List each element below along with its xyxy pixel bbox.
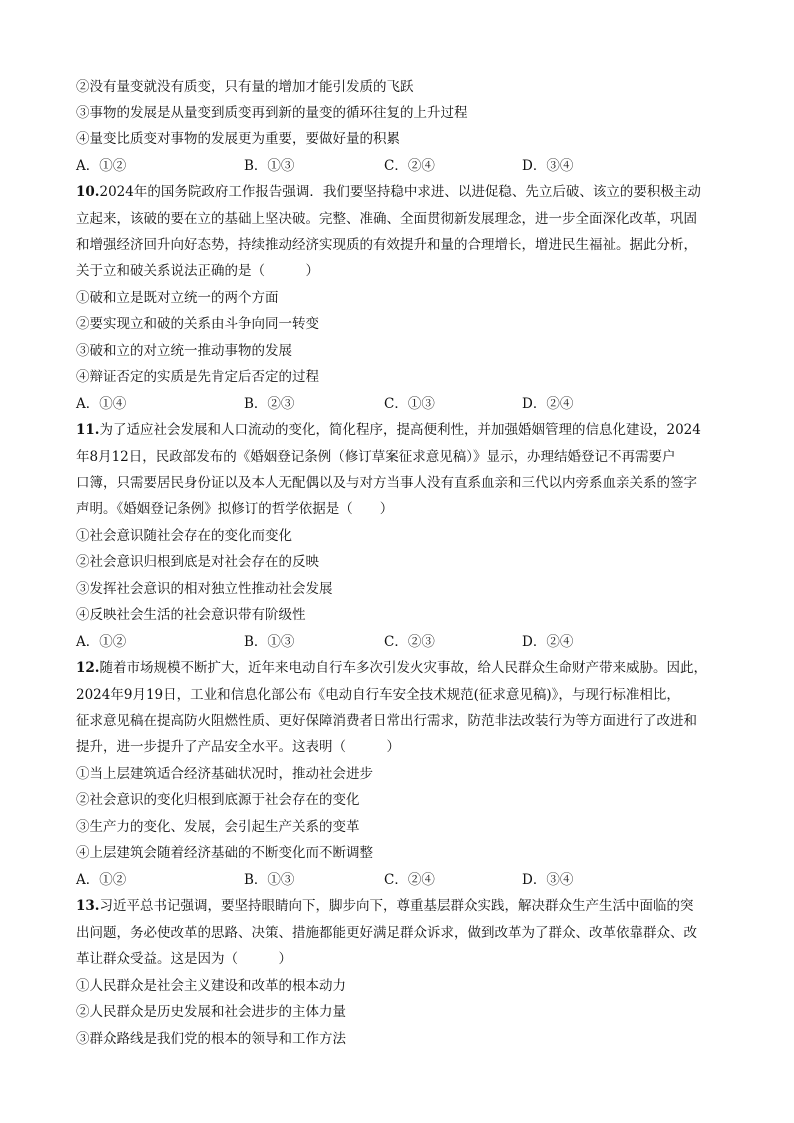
answer-option-d: D．③④: [522, 872, 574, 888]
option-item: ③事物的发展是从量变到质变再到新的量变的循环往复的上升过程: [76, 105, 468, 121]
option-item: ④上层建筑会随着经济基础的不断变化而不断调整: [76, 845, 373, 861]
question-number: 12.: [76, 660, 100, 676]
option-item: ①人民群众是社会主义建设和改革的根本动力: [76, 978, 346, 994]
option-item: ②要实现立和破的关系由斗争向同一转变: [76, 316, 319, 332]
question-stem: 口簿，只需要居民身份证以及本人无配偶以及与对方当事人没有直系血亲和三代以内旁系血亲关系的签字: [76, 475, 697, 491]
option-item: ③发挥社会意识的相对独立性推动社会发展: [76, 581, 333, 597]
option-item: ②社会意识归根到底是对社会存在的反映: [76, 554, 319, 570]
question-stem: 关于立和破关系说法正确的是（ ）: [76, 263, 319, 279]
question-stem: 立起来，该破的要在立的基础上坚决破。完整、准确、全面贯彻新发展理念，进一步全面深化改革，巩固: [76, 211, 697, 227]
answer-option-c: C．①③: [384, 396, 435, 412]
question-stem: 革让群众受益。这是因为（ ）: [76, 951, 292, 967]
answer-option-a: A．①②: [76, 634, 127, 650]
option-item: ③破和立的对立统一推动事物的发展: [76, 343, 292, 359]
option-item: ④辩证否定的实质是先肯定后否定的过程: [76, 369, 319, 385]
answer-options: [76, 393, 726, 415]
answer-option-c: C．②④: [384, 872, 435, 888]
answer-option-d: D．③④: [522, 158, 574, 174]
answer-option-c: C．②④: [384, 158, 435, 174]
option-item: ②人民群众是历史发展和社会进步的主体力量: [76, 1004, 346, 1020]
question-stem: 和增强经济回升向好态势，持续推动经济实现质的有效提升和量的合理增长，增进民生福祉。据此分析，: [76, 237, 697, 253]
option-item: ①破和立是既对立统一的两个方面: [76, 290, 279, 306]
answer-option-d: D．②④: [522, 634, 574, 650]
answer-options: [76, 631, 726, 653]
answer-option-a: A．①②: [76, 872, 127, 888]
option-item: ④反映社会生活的社会意识带有阶级性: [76, 607, 306, 623]
option-item: ①当上层建筑适合经济基础状况时，推动社会进步: [76, 766, 373, 782]
answer-option-a: A．①②: [76, 158, 127, 174]
question-stem: 2024年9月19日，工业和信息化部公布《电动自行车安全技术规范(征求意见稿)》，与现行标准相比，: [76, 687, 680, 703]
question-stem: 10.2024年的国务院政府工作报告强调．我们要坚持稳中求进、以进促稳、先立后破、该立的要积极主动: [76, 184, 701, 200]
question-stem: 11.为了适应社会发展和人口流动的变化，简化程序，提高便利性，并加强婚姻管理的信息化建设，2024: [76, 422, 701, 438]
option-item: ②没有量变就没有质变，只有量的增加才能引发质的飞跃: [76, 79, 414, 95]
question-stem: 出问题，务必使改革的思路、决策、措施都能更好满足群众诉求，做到改革为了群众、改革依靠群众、改: [76, 925, 697, 941]
answer-option-c: C．②③: [384, 634, 435, 650]
question-stem: 13.习近平总书记强调，要坚持眼睛向下，脚步向下，尊重基层群众实践，解决群众生产生活中面临的突: [76, 898, 694, 914]
answer-option-b: B．①③: [244, 158, 295, 174]
answer-option-b: B．①③: [244, 634, 295, 650]
option-item: ③群众路线是我们党的根本的领导和工作方法: [76, 1031, 346, 1047]
question-stem: 12.随着市场规模不断扩大，近年来电动自行车多次引发火灾事故，给人民群众生命财产带来威胁。因此，: [76, 660, 707, 676]
answer-option-d: D．②④: [522, 396, 574, 412]
option-item: ④量变比质变对事物的发展更为重要，要做好量的积累: [76, 131, 400, 147]
question-number: 10.: [76, 184, 100, 200]
option-item: ①社会意识随社会存在的变化而变化: [76, 528, 292, 544]
question-stem: 征求意见稿在提高防火阻燃性质、更好保障消费者日常出行需求，防范非法改装行为等方面进行了改进和: [76, 713, 697, 729]
answer-options: [76, 155, 726, 177]
question-number: 11.: [76, 422, 100, 438]
answer-option-a: A．①④: [76, 396, 127, 412]
question-number: 13.: [76, 898, 100, 914]
answer-option-b: B．②③: [244, 396, 295, 412]
question-stem: 提升，进一步提升了产品安全水平。这表明（ ）: [76, 739, 400, 755]
answer-options: [76, 869, 726, 891]
option-item: ②社会意识的变化归根到底源于社会存在的变化: [76, 792, 360, 808]
question-stem: 声明。《婚姻登记条例》拟修订的哲学依据是（ ）: [76, 501, 394, 517]
question-stem: 年8月12日，民政部发布的《婚姻登记条例（修订草案征求意见稿）》显示，办理结婚登记不再需要户: [76, 449, 676, 465]
option-item: ③生产力的变化、发展，会引起生产关系的变革: [76, 819, 360, 835]
answer-option-b: B．①③: [244, 872, 295, 888]
